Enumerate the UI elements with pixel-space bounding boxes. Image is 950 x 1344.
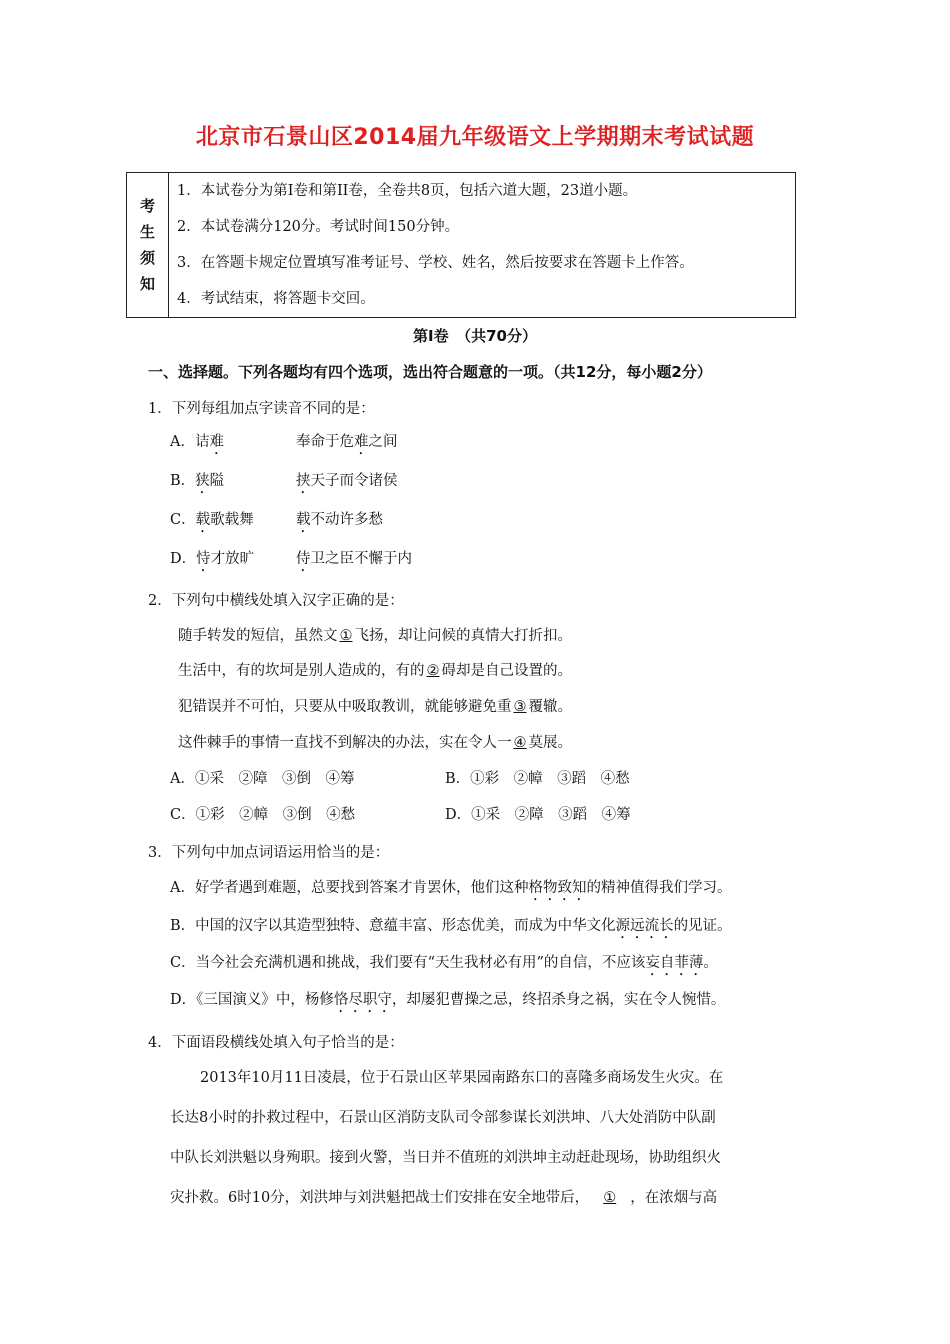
q1-stem: 1．下列每组加点字读音不同的是：	[148, 401, 375, 417]
q1-option-c: C．载歌载舞	[170, 512, 254, 528]
q3-option-b: B．中国的汉字以其造型独特、意蕴丰富、形态优美，而成为中华文化源远流长的见证。	[170, 918, 732, 934]
q1-option-c-right: 载不动许多愁	[296, 512, 383, 528]
q2-sentence: 生活中，有的坎坷是别人造成的，有的 ② 碍却是自己设置的。	[178, 663, 572, 679]
q4-blank: ①	[603, 1190, 617, 1206]
q4-paragraph-line: 长达8小时的扑救过程中，石景山区消防支队司令部参谋长刘洪坤、八大处消防中队副	[170, 1110, 716, 1126]
q1-option-b: B．狭隘	[170, 473, 225, 489]
q1-option-a-right: 奉命于危难之间	[296, 434, 398, 450]
notice-item: 3．在答题卡规定位置填写准考证号、学校、姓名，然后按要求在答题卡上作答。	[177, 255, 694, 271]
q2-sentence: 这件棘手的事情一直找不到解决的办法，实在令人一 ④ 莫展。	[178, 735, 572, 751]
notice-box	[126, 172, 796, 318]
q3-stem: 3．下列句中加点词语运用恰当的是：	[148, 845, 390, 861]
notice-item: 4．考试结束，将答题卡交回。	[177, 291, 375, 307]
q2-choice-c: C．①彩 ②幛 ③倒 ④愁	[170, 807, 356, 823]
section-title: 一、选择题。下列各题均有四个选项，选出符合题意的一项。（共12分，每小题2分）	[148, 363, 712, 381]
notice-label-char: 须	[139, 249, 155, 267]
q2-sentence: 随手转发的短信，虽然文 ① 飞扬，却让问候的真情大打折扣。	[178, 628, 572, 644]
q3-option-a: A．好学者遇到难题，总要找到答案才肯罢休，他们这种格物致知的精神值得我们学习。	[170, 880, 732, 896]
q1-option-a: A．诘难	[170, 434, 224, 450]
q1-option-d: D．恃才放旷	[170, 551, 255, 567]
q2-sentence: 犯错误并不可怕，只要从中吸取教训，就能够避免重 ③ 覆辙。	[178, 699, 572, 715]
notice-item: 2．本试卷满分120分。考试时间150分钟。	[177, 219, 460, 235]
q2-choice-d: D．①采 ②障 ③蹈 ④筹	[445, 807, 631, 823]
q3-option-c: C．当今社会充满机遇和挑战，我们要有“天生我材必有用”的自信，不应该妄自菲薄。	[170, 955, 718, 971]
q2-choice-a: A．①采 ②障 ③倒 ④筹	[170, 771, 355, 787]
q2-stem: 2．下列句中横线处填入汉字正确的是：	[148, 593, 404, 609]
notice-label	[127, 173, 169, 317]
notice-item: 1．本试卷分为第Ⅰ卷和第II卷，全卷共8页，包括六道大题，23道小题。	[177, 183, 638, 199]
notice-label-char: 知	[139, 275, 155, 293]
q2-choice-b: B．①彩 ②幛 ③蹈 ④愁	[445, 771, 630, 787]
q4-paragraph-line: 灾扑救。6时10分，刘洪坤与刘洪魁把战士们安排在安全地带后， ① ，在浓烟与高	[170, 1190, 718, 1206]
q1-option-d-right: 侍卫之臣不懈于内	[296, 551, 412, 567]
q1-option-b-right: 挟天子而令诸侯	[296, 473, 398, 489]
q3-option-d: D．《三国演义》中，杨修恪尽职守，却屡犯曹操之忌，终招杀身之祸，实在令人惋惜。	[170, 992, 726, 1008]
notice-label-char: 生	[139, 223, 155, 241]
q4-paragraph-line: 2013年10月11日凌晨，位于石景山区苹果园南路东口的喜隆多商场发生火灾。在	[200, 1070, 724, 1086]
q4-paragraph-line: 中队长刘洪魁以身殉职。接到火警，当日并不值班的刘洪坤主动赶赴现场，协助组织火	[170, 1150, 721, 1166]
q4-stem: 4．下面语段横线处填入句子恰当的是：	[148, 1035, 404, 1051]
exam-title: 北京市石景山区2014届九年级语文上学期期末考试试题	[195, 125, 755, 150]
notice-label-char: 考	[139, 197, 155, 215]
part-title: 第Ⅰ卷 （共70分）	[413, 327, 537, 345]
